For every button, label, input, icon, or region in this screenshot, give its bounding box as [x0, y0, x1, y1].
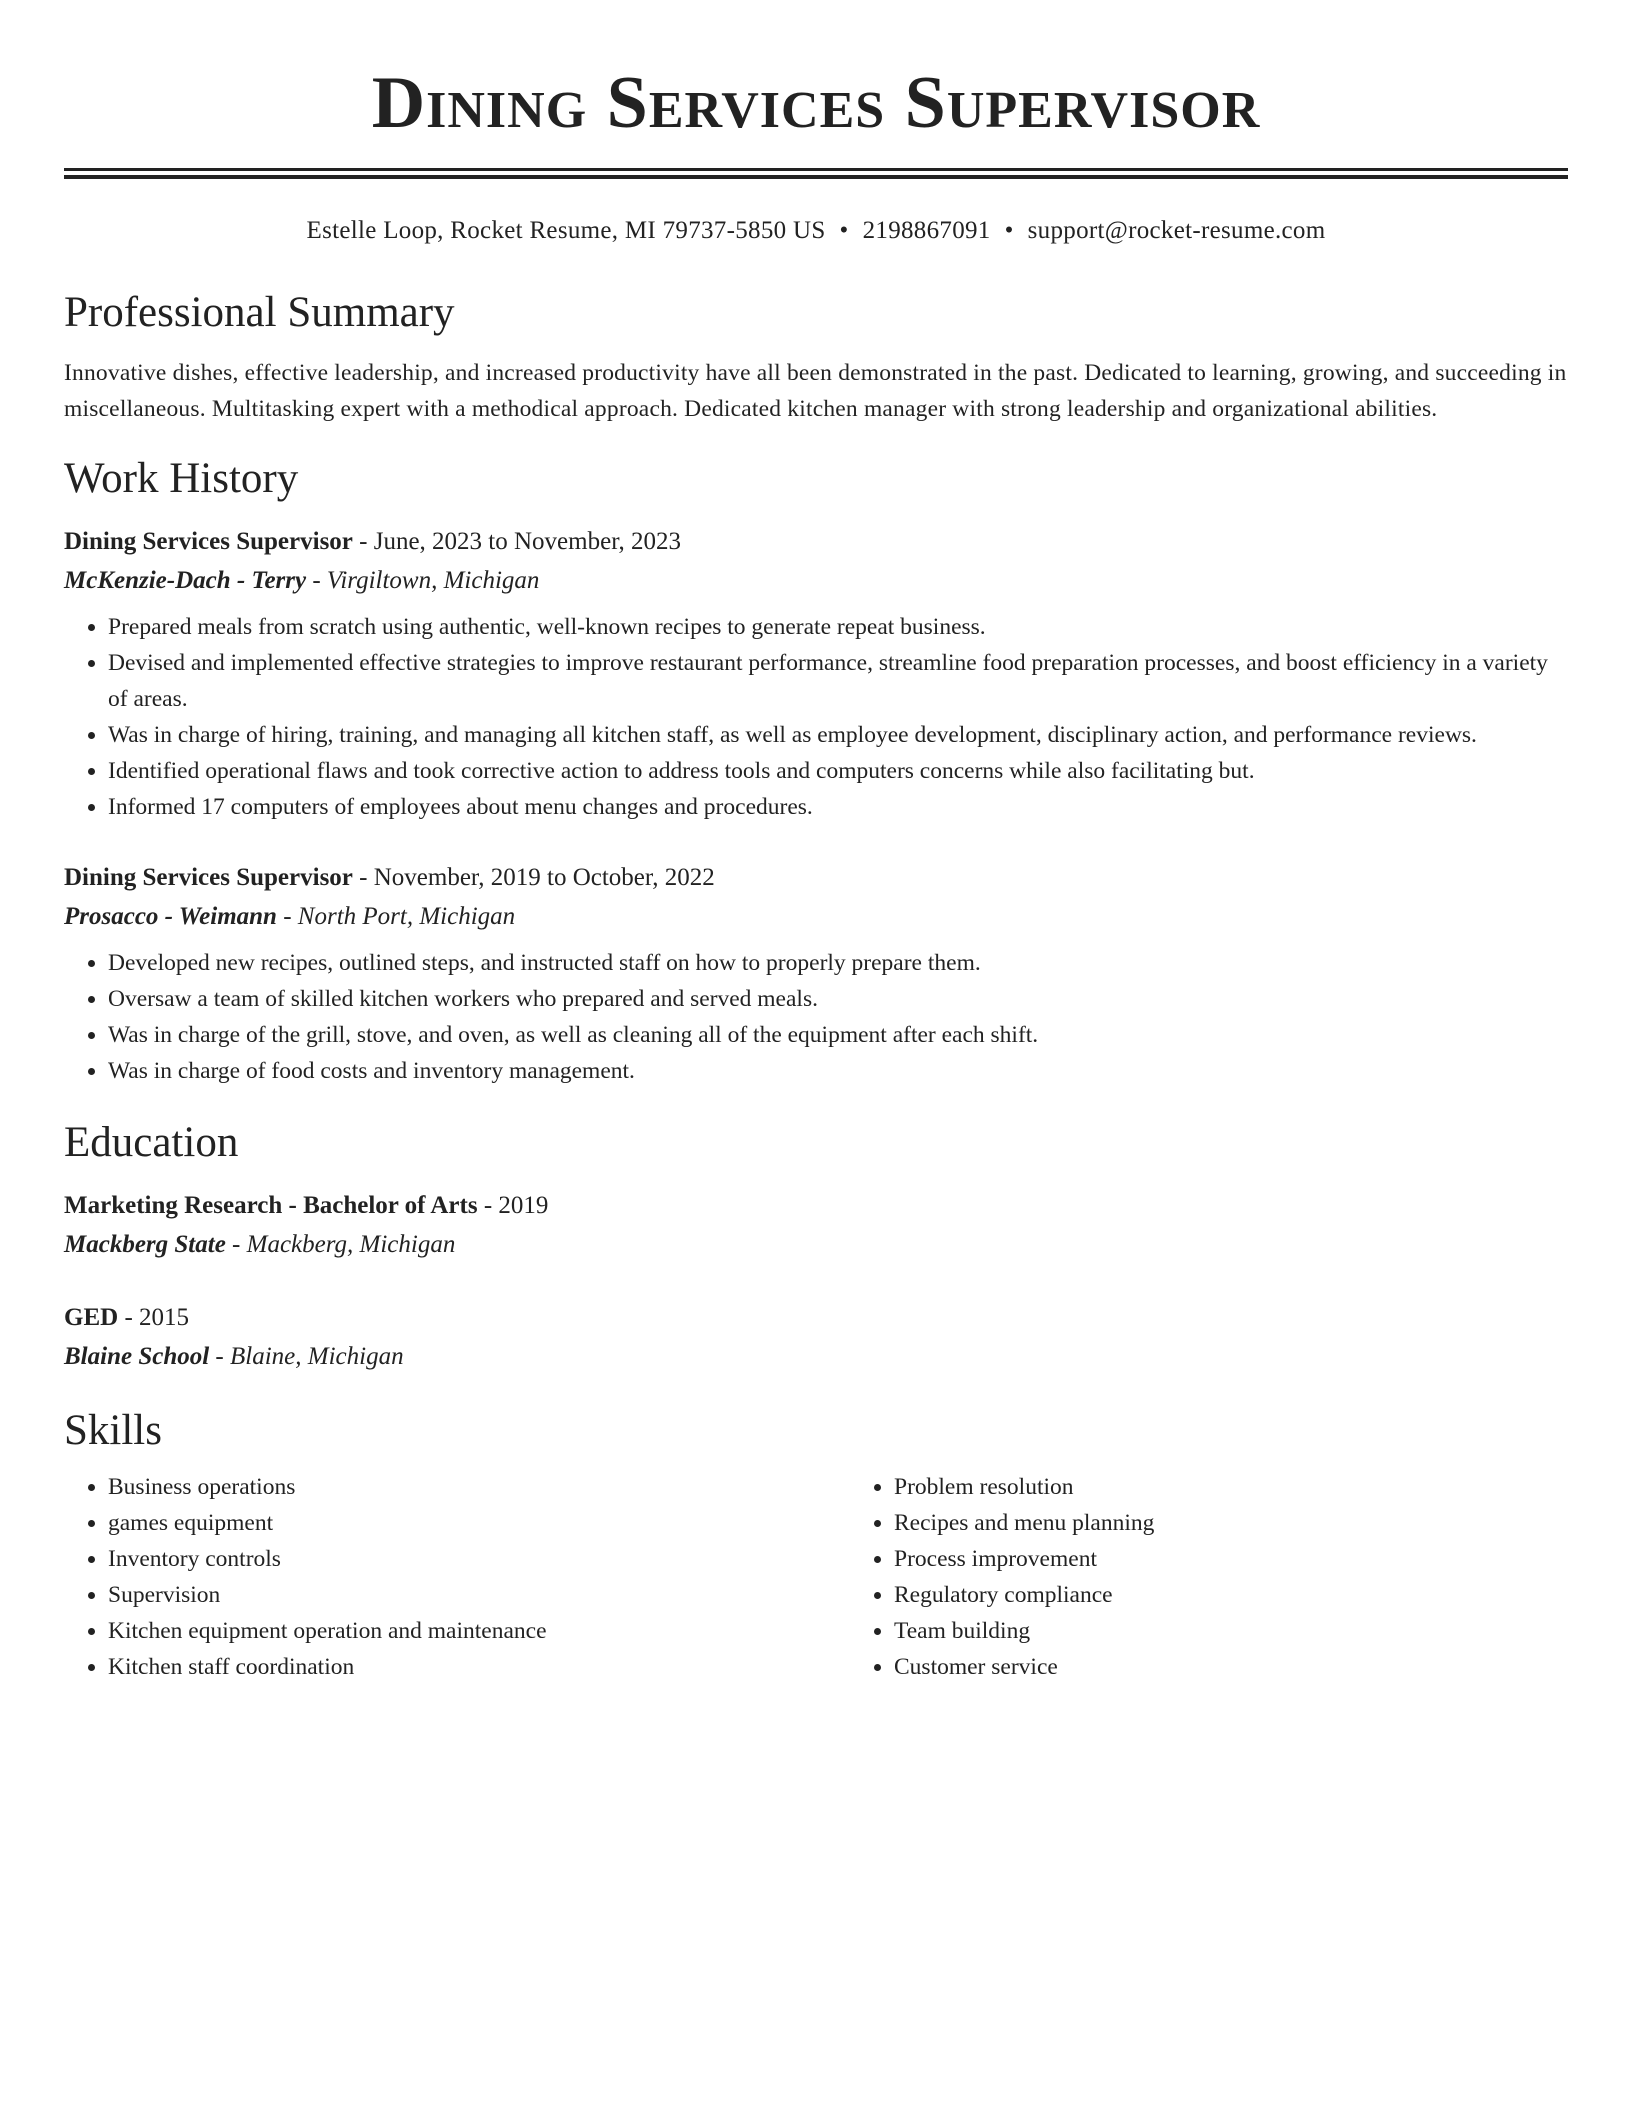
skill-item: • Kitchen equipment operation and maintenance [108, 1613, 850, 1649]
job-company: McKenzie-Dach - Terry [64, 567, 307, 594]
job-title-line [64, 859, 1568, 897]
school: Blaine School [64, 1343, 210, 1370]
job-duty: • Was in charge of the grill, stove, and oven, as well as cleaning all of the equipment after each shift. [108, 1017, 1568, 1053]
title-divider [64, 168, 1568, 179]
job-entry [64, 523, 1568, 825]
job-company: Prosacco - Weimann [64, 903, 277, 930]
job-entry [64, 859, 1568, 1089]
school-location: - Blaine, Michigan [209, 1343, 404, 1370]
skill-item: • Recipes and menu planning [894, 1505, 1568, 1541]
job-duty: • Devised and implemented effective strategies to improve restaurant performance, streamline food preparation processes, and boost efficiency in a variety of areas. [108, 645, 1568, 717]
school: Mackberg State [64, 1231, 226, 1258]
skill-item: • Supervision [108, 1577, 850, 1613]
job-title: Dining Services Supervisor [64, 528, 353, 555]
degree-year: - 2019 [477, 1192, 549, 1219]
skill-item: • Problem resolution [894, 1469, 1568, 1505]
job-duty: • Prepared meals from scratch using authentic, well-known recipes to generate repeat business. [108, 609, 1568, 645]
skill-item: • Process improvement [894, 1541, 1568, 1577]
education-entry [64, 1187, 1568, 1265]
skill-item: • Regulatory compliance [894, 1577, 1568, 1613]
job-location: - Virgiltown, Michigan [306, 567, 540, 594]
skill-item: • Team building [894, 1613, 1568, 1649]
job-duty: • Was in charge of food costs and inventory management. [108, 1053, 1568, 1089]
job-duty: • Identified operational flaws and took corrective action to address tools and computers concerns while also facilitating but. [108, 753, 1568, 789]
education-entry [64, 1299, 1568, 1377]
education-heading: Education [64, 1119, 239, 1166]
job-duty: • Developed new recipes, outlined steps, and instructed staff on how to properly prepare them. [108, 945, 1568, 981]
summary-heading: Professional Summary [64, 289, 455, 336]
contact-email: support@rocket-resume.com [1027, 217, 1326, 244]
skill-item: • games equipment [108, 1505, 850, 1541]
job-title-line [64, 523, 1568, 561]
skills-list [64, 1469, 1568, 1685]
job-company-line [64, 561, 1568, 601]
skill-item: • Kitchen staff coordination [108, 1649, 850, 1685]
school-line [64, 1337, 1568, 1377]
job-duties [64, 945, 1568, 1089]
job-duty: • Was in charge of hiring, training, and managing all kitchen staff, as well as employee development, disciplinary action, and performance reviews. [108, 717, 1568, 753]
contact-address: Estelle Loop, Rocket Resume, MI 79737-5850 US [306, 217, 826, 244]
job-location: - North Port, Michigan [276, 903, 516, 930]
contact-line [64, 215, 1568, 247]
skills-column-left [64, 1469, 850, 1685]
job-dates: - November, 2019 to October, 2022 [352, 864, 715, 891]
school-location: - Mackberg, Michigan [225, 1231, 456, 1258]
skill-item: • Business operations [108, 1469, 850, 1505]
job-company-line [64, 897, 1568, 937]
job-duties [64, 609, 1568, 825]
degree-line [64, 1187, 1568, 1225]
degree-year: - 2015 [118, 1304, 190, 1331]
degree: Marketing Research - Bachelor of Arts [64, 1192, 478, 1219]
skill-item: • Customer service [894, 1649, 1568, 1685]
contact-phone: 2198867091 [862, 217, 991, 244]
job-duty: • Oversaw a team of skilled kitchen workers who prepared and served meals. [108, 981, 1568, 1017]
resume-title: Dining Services Supervisor [371, 62, 1261, 144]
job-title: Dining Services Supervisor [64, 864, 353, 891]
degree-line [64, 1299, 1568, 1337]
job-duty: • Informed 17 computers of employees about menu changes and procedures. [108, 789, 1568, 825]
work-history-heading: Work History [64, 455, 299, 502]
contact-separator: • [1004, 217, 1014, 244]
school-line [64, 1225, 1568, 1265]
summary-text: Innovative dishes, effective leadership, and increased productivity have all been demonstrated in the past. Dedicated to learning, growing, and succeeding in miscellaneous. Multitasking expert with a methodical approach. Dedicated kitchen manager with strong leadership and organizational abilities. [64, 360, 1567, 422]
skills-heading: Skills [64, 1407, 162, 1454]
skills-column-right [850, 1469, 1568, 1685]
contact-separator: • [839, 217, 849, 244]
job-dates: - June, 2023 to November, 2023 [352, 528, 682, 555]
skill-item: • Inventory controls [108, 1541, 850, 1577]
degree: GED [64, 1304, 119, 1331]
